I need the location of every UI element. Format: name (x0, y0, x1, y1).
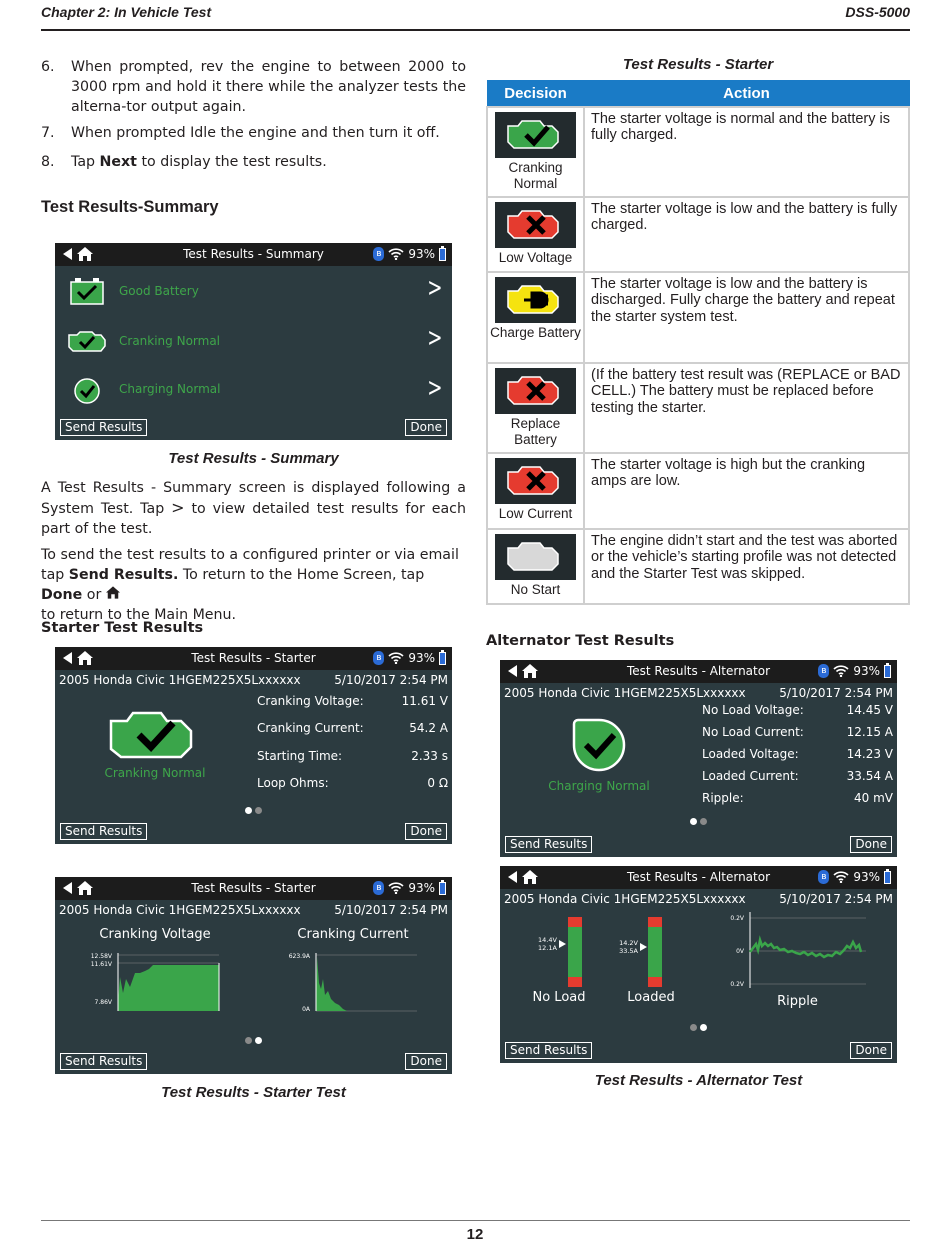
table-row: Low Current The starter voltage is high but the cranking amps are low. (487, 453, 909, 529)
battery-icon (439, 882, 446, 895)
engine-x-icon (495, 368, 576, 414)
bluetooth-icon: ʙ (373, 881, 384, 895)
battery-icon (884, 871, 891, 884)
bluetooth-icon: ʙ (818, 870, 829, 884)
chapter-title: Chapter 2: In Vehicle Test (41, 4, 212, 20)
status-label: Cranking Normal (104, 766, 206, 780)
tick-label: 0V (736, 948, 744, 955)
alternator-check-icon (73, 377, 101, 405)
kv-row: Loop Ohms: 0 Ω (257, 776, 448, 790)
wifi-icon (388, 882, 404, 894)
screen-title: Test Results - Alternator (626, 870, 771, 884)
battery-check-icon (69, 277, 105, 305)
tick-label: 623.9A (288, 953, 310, 960)
kv-row: Cranking Voltage: 11.61 V (257, 694, 448, 708)
send-results-button[interactable]: Send Results (60, 823, 147, 840)
engine-check-icon (103, 707, 207, 761)
loaded-gauge (648, 917, 662, 987)
starter-results-table (486, 80, 910, 605)
battery-percent: 93% (853, 664, 880, 678)
starter-screen-2 (55, 877, 452, 1074)
current-area (316, 957, 347, 1011)
screen-title: Test Results - Alternator (626, 664, 771, 678)
battery-percent: 93% (408, 651, 435, 665)
kv-row: No Load Voltage: 14.45 V (702, 703, 893, 717)
kv-row: Starting Time: 2.33 s (257, 749, 448, 763)
alternator-screen-1 (500, 660, 897, 857)
battery-icon (439, 248, 446, 261)
status-icons (373, 651, 446, 665)
engine-check-icon (495, 112, 576, 158)
summary-row-charging[interactable] (55, 371, 452, 411)
vehicle-info: 2005 Honda Civic 1HGEM225X5Lxxxxxx 5/10/2017 2:54 PM (59, 903, 448, 917)
steps-list (41, 57, 466, 181)
chart-title: Cranking Voltage (99, 927, 211, 942)
page-dots[interactable] (245, 807, 262, 814)
status-icons (373, 247, 446, 261)
step-item: 7. When prompted Idle the engine and then turn it off. (41, 125, 440, 141)
tick-label: 0A (302, 1006, 310, 1013)
pointer-icon (640, 943, 647, 951)
wifi-icon (388, 652, 404, 664)
status-bar (500, 660, 897, 683)
engine-x-icon (495, 458, 576, 504)
summary-heading: Test Results-Summary (41, 198, 219, 216)
model-name: DSS-5000 (845, 4, 910, 20)
alternator-caption: Test Results - Alternator Test (594, 1072, 803, 1089)
gauge-label: Loaded (627, 990, 675, 1005)
battery-icon (439, 652, 446, 665)
chevron-right-icon: > (171, 498, 185, 517)
bluetooth-icon: ʙ (373, 247, 384, 261)
chevron-right-icon[interactable]: > (427, 273, 443, 303)
bluetooth-icon: ʙ (373, 651, 384, 665)
summary-paragraph-2: To send the test results to a configured printer or via email tap Send Results. To return to the Home Screen, tap Done or to return to the Main Menu. (41, 547, 459, 623)
battery-icon (884, 665, 891, 678)
gauge-label: No Load (532, 990, 586, 1005)
alternator-screen-2 (500, 866, 897, 1063)
wifi-icon (388, 248, 404, 260)
chart-title: Cranking Current (297, 927, 409, 942)
send-results-button[interactable]: Send Results (60, 1053, 147, 1070)
pointer-icon (559, 940, 566, 948)
starter-caption: Test Results - Starter Test (161, 1084, 346, 1101)
status-label: Charging Normal (548, 779, 650, 793)
summary-row-cranking[interactable] (55, 321, 452, 361)
alternator-check-icon (568, 714, 630, 776)
kv-row: Cranking Current: 54.2 A (257, 721, 448, 735)
engine-plug-icon (495, 277, 576, 323)
engine-check-icon (65, 329, 109, 353)
kv-row: Ripple: 40 mV (702, 791, 893, 805)
status-bar (55, 647, 452, 670)
vehicle-info: 2005 Honda Civic 1HGEM225X5Lxxxxxx 5/10/2017 2:54 PM (504, 892, 893, 906)
send-results-button[interactable]: Send Results (60, 419, 147, 436)
summary-caption: Test Results - Summary (168, 450, 339, 467)
tick-label: 0.2V (730, 981, 744, 988)
step-item: 8. Tap Next to display the test results. (41, 154, 327, 170)
page-dots[interactable] (690, 818, 707, 825)
step-item: 6. When prompted, rev the engine to between 2000 to 3000 rpm and hold it there while the analyzer tests the alterna-tor output again. (41, 59, 466, 115)
tick-label: 0.2V (730, 915, 744, 922)
screen-title: Test Results - Starter (191, 881, 316, 895)
done-button[interactable]: Done (405, 1053, 447, 1070)
table-row: Replace Battery (If the battery test result was (REPLACE or BAD CELL.) The battery must be replaced before testing the starter. (487, 363, 909, 453)
ripple-line (750, 940, 861, 957)
battery-percent: 93% (408, 881, 435, 895)
footer-rule (41, 1220, 910, 1221)
done-button[interactable]: Done (405, 419, 447, 436)
done-button[interactable]: Done (850, 836, 892, 853)
page-number: 12 (466, 1226, 484, 1243)
voltage-area (118, 965, 219, 1011)
tick-label: 7.86V (94, 999, 112, 1006)
home-icon (106, 586, 120, 599)
engine-x-icon (495, 202, 576, 248)
send-results-button[interactable]: Send Results (505, 1042, 592, 1059)
battery-percent: 93% (408, 247, 435, 261)
loaded-readout: 14.2V 33.5A (619, 939, 638, 955)
vehicle-info: 2005 Honda Civic 1HGEM225X5Lxxxxxx 5/10/2017 2:54 PM (59, 673, 448, 687)
send-results-button[interactable]: Send Results (505, 836, 592, 853)
status-icons (373, 881, 446, 895)
done-button[interactable]: Done (405, 823, 447, 840)
summary-item-label: Good Battery (119, 284, 199, 298)
status-bar (500, 866, 897, 889)
table-title: Test Results - Starter (622, 56, 774, 73)
screen-title: Test Results - Summary (183, 247, 324, 261)
vehicle-info: 2005 Honda Civic 1HGEM225X5Lxxxxxx 5/10/2017 2:54 PM (504, 686, 893, 700)
status-bar (55, 243, 452, 266)
summary-item-label: Cranking Normal (119, 334, 221, 348)
wifi-icon (833, 871, 849, 883)
kv-row: Loaded Voltage: 14.23 V (702, 747, 893, 761)
summary-screen (55, 243, 452, 440)
wifi-icon (833, 665, 849, 677)
alternator-heading: Alternator Test Results (486, 633, 675, 649)
battery-percent: 93% (853, 870, 880, 884)
starter-screen-1 (55, 647, 452, 844)
status-bar (55, 877, 452, 900)
table-row: Cranking Normal The starter voltage is normal and the battery is fully charged. (487, 107, 909, 197)
noload-gauge (568, 917, 582, 987)
cranking-current-chart (283, 949, 423, 1013)
table-row: Low Voltage The starter voltage is low and the battery is fully charged. (487, 197, 909, 272)
status-icons (818, 664, 891, 678)
kv-row: Loaded Current: 33.54 A (702, 769, 893, 783)
tick-label: 12.58V (90, 953, 112, 960)
kv-row: No Load Current: 12.15 A (702, 725, 893, 739)
column-header: Decision (487, 81, 584, 107)
page-dots[interactable] (245, 1037, 262, 1044)
screen-title: Test Results - Starter (191, 651, 316, 665)
cranking-voltage-chart (85, 949, 225, 1013)
tick-label: 11.61V (90, 961, 112, 968)
table-row: No Start The engine didn’t start and the test was aborted or the vehicle’s starting profile was not detected and the Starter Test was skipped. (487, 529, 909, 604)
table-row: Charge Battery The starter voltage is low and the battery is discharged. Fully charge the battery and repeat the starter system test. (487, 272, 909, 363)
header-rule (41, 29, 910, 31)
page-dots[interactable] (690, 1024, 707, 1031)
starter-heading: Starter Test Results (41, 620, 204, 636)
chevron-right-icon[interactable]: > (427, 373, 443, 403)
summary-paragraph-1: A Test Results - Summary screen is displayed following a System Test. Tap > to view detailed test results for each part of the test. (41, 480, 466, 537)
noload-readout: 14.4V 12.1A (538, 936, 557, 952)
ripple-chart (720, 910, 870, 990)
status-icons (818, 870, 891, 884)
engine-icon (495, 534, 576, 580)
done-button[interactable]: Done (850, 1042, 892, 1059)
summary-item-label: Charging Normal (119, 382, 221, 396)
chevron-right-icon[interactable]: > (427, 323, 443, 353)
summary-row-battery[interactable] (55, 271, 452, 311)
chart-title: Ripple (777, 994, 818, 1009)
column-header: Action (584, 81, 909, 107)
bluetooth-icon: ʙ (818, 664, 829, 678)
